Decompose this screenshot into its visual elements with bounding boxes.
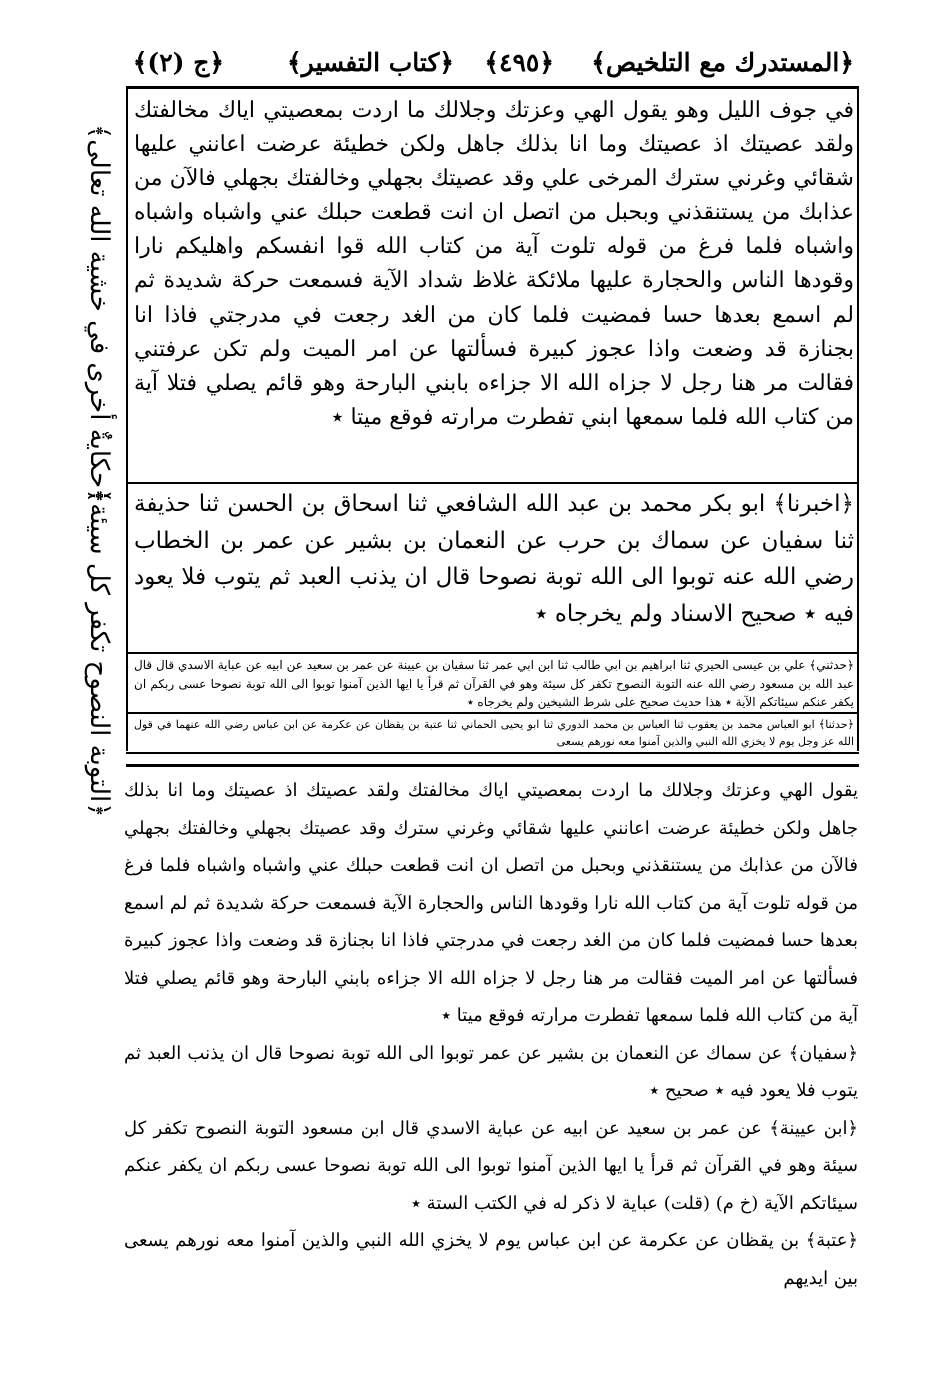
paragraph: ﴿حدثني﴾ علي بن عيسى الحيري ثنا ابراهيم بن ابي طالب ثنا ابن ابي عمر ثنا سفيان بن عيينة عن عمر بن سعيد عن ابيه عن عباية الاسدي قال قال عبد الله بن مسعود رضي الله عنه التوبة النصوح تكفر كل سيئة وهو في القرآن ثم قرأ يا ايها الذين آمنوا توبوا الى الله توبة نصوحا عسى ربكم ان يكفر عنكم سيئاتكم الآية ٭ هذا حديث صحيح على شرط الشيخين ولم يخرجاه ٭	[134, 658, 854, 710]
mustadrak-text	[134, 94, 854, 435]
mustadrak-text	[134, 656, 854, 712]
paragraph: ﴿ابن عيينة﴾ عن عمر بن سعيد عن ابيه عن عباية الاسدي قال ابن مسعود التوبة النصوح تكفر كل سيئة وهو في القرآن ثم قرأ يا ايها الذين آمنوا توبوا الى الله توبة نصوحا عسى ربكم ان يكفر عنكم سيئاتكم الآية (خ م) (قلت) عباية لا ذكر له في الكتب الستة ٭	[124, 1117, 858, 1214]
paragraph: ﴿اخبرنا﴾ ابو بكر محمد بن عبد الله الشافعي ثنا اسحاق بن الحسن ثنا حذيفة ثنا سفيان عن سماك بن حرب عن النعمان بن بشير عن عمر بن الخطاب رضي الله عنه توبوا الى الله توبة نصوحا قال ان يذنب العبد ثم يتوب فلا يعود فيه ٭ صحيح الاسناد ولم يخرجاه ٭	[134, 491, 854, 627]
paragraph: ﴿عتبة﴾ بن يقظان عن عكرمة عن ابن عباس يوم لا يخزي الله النبي والذين آمنوا معه نورهم يسعى بين ايديهم	[124, 1230, 858, 1289]
running-header	[128, 44, 854, 88]
paragraph: في جوف الليل وهو يقول الهي وعزتك وجلالك ما اردت بمعصيتي اياك مخالفتك ولقد عصيتك اذ عصيتك وما انا بذلك جاهل ولكن خطيئة عرضت اعانني عليها شقائي وغرني سترك المرخى علي وقد عصيتك بجهلي وخالفتك بجهلي فالآن من عذابك من يستنقذني وبحبل من اتصل ان انت قطعت حبلك عني واشباه واشباه واشباه فلما فرغ من قوله تلوت آية من كتاب الله قوا انفسكم واهليكم نارا وقودها الناس والحجارة عليها ملائكة غلاظ شداد الآية فسمعت حركة شديدة ثم لم اسمع بعدها حسا فمضيت فلما كان من الغد رجعت في مدرجتي فاذا انا بجنازة قد وضعت واذا عجوز كبيرة فسألتها عن امر الميت ولم تكن عرفتني فقالت مر هنا رجل لا جزاه الله الا جزاءه بابني البارحة وهو قائم يصلي فتلا آية من كتاب الله فلما سمعها ابني تفطرت مرارته فوقع ميتا ٭	[134, 98, 854, 430]
section-rule	[126, 764, 859, 767]
section-rule	[126, 752, 859, 754]
mustadrak-text	[134, 716, 854, 750]
margin-note: ﴿التوبة النصوح تكفر كل سيئة﴾	[84, 488, 114, 818]
talkhis-text	[124, 772, 858, 1297]
paragraph: ﴿حدثنا﴾ ابو العباس محمد بن يعقوب ثنا العباس بن محمد الدوري ثنا ابو يحيى الحماني ثنا عتبة بن يقظان عن عكرمة عن ابن عباس رضي الله عنهما في قول الله عز وجل يوم لا يخزي الله النبي والذين آمنوا معه نورهم يسعى	[134, 718, 854, 749]
margin-note: ﴿حكايةٌ أخرى في خشية الله تعالى﴾	[84, 124, 114, 504]
divider	[128, 482, 857, 484]
paragraph: يقول الهي وعزتك وجلالك ما اردت بمعصيتي اياك مخالفتك ولقد عصيتك اذ عصيتك وما انا بذلك جاهل ولكن خطيئة عرضت اعانني عليها شقائي وغرني سترك وقد عصيتك بجهلي وخالفتك بجهلي فالآن من عذابك من يستنقذني وبحبل من اتصل ان انت قطعت حبلك عني واشباه واشباه فلما فرغ من قوله تلوت آية من كتاب الله نارا وقودها الناس والحجارة الآية فسمعت حركة شديدة ثم لم اسمع بعدها حسا فمضيت فلما كان من الغد رجعت في مدرجتي فاذا انا بجنازة قد وضعت واذا عجوز كبيرة فسألتها عن امر الميت فقالت مر هنا رجل لا جزاه الله الا جزاءه بابني البارحة وهو قائم يصلي فتلا آية من كتاب الله فلما سمعها تفطرت مرارته فوقع ميتا ٭	[124, 780, 858, 1026]
header-page-number: ﴿٤٩٥﴾	[484, 48, 554, 77]
divider	[128, 712, 857, 714]
paragraph: ﴿سفيان﴾ عن سماك عن النعمان بن بشير عن عمر توبوا الى الله توبة نصوحا قال ان يذنب العبد ثم يتوب فلا يعود فيه ٭ صحيح ٭	[124, 1042, 858, 1101]
mustadrak-text	[134, 486, 854, 632]
header-volume: ﴿ج (٢)﴾	[132, 48, 224, 77]
header-title: ﴿المستدرك مع التلخيص﴾	[591, 48, 854, 77]
header-book-title: ﴿كتاب التفسير﴾	[287, 48, 454, 77]
divider	[128, 652, 857, 654]
